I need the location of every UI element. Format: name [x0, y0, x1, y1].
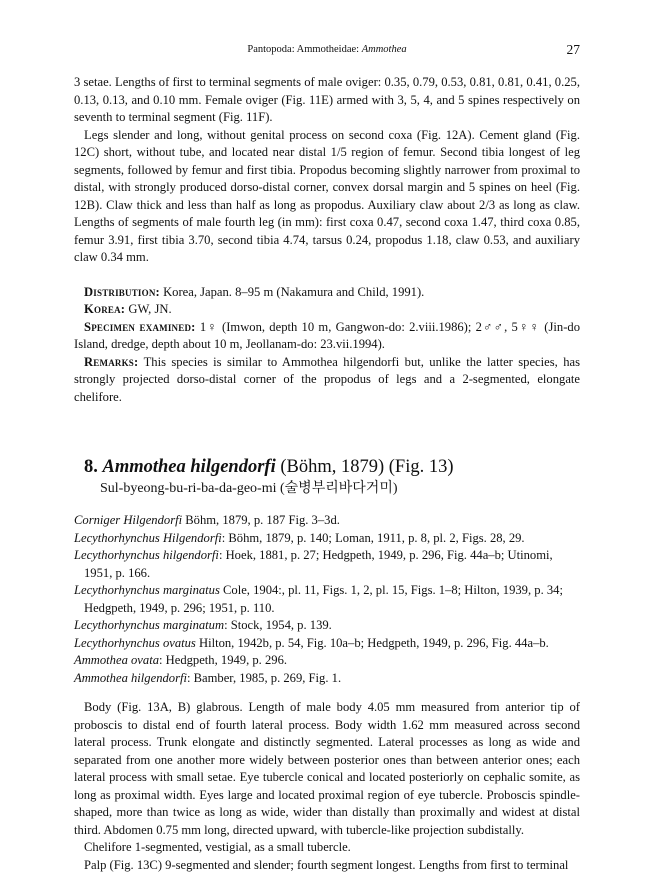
- synonym-taxon: Ammothea hilgendorfi: [74, 671, 187, 685]
- synonym-taxon: Lecythorhynchus marginatus: [74, 583, 220, 597]
- synonym-taxon: Ammothea ovata: [74, 653, 159, 667]
- legs-paragraph: Legs slender and long, without genital process on second coxa (Fig. 12A). Cement gland (Fig. 12C) short, without tube, and located near distal 1/5 region of femur. Second tibia longest of leg segments, followed by femur and first tibia. Propodus becoming slightly narrower from proximal to distal, with strongly produced dorso-distal corner, convex dorsal margin and 5 spines on heel (Fig. 12B). Claw thick and less than half as long as propodus. Auxiliary claw about 2/3 as long as claw. Lengths of segments of male fourth leg (in mm): first coxa 0.47, second coxa 1.47, third coxa 0.85, femur 3.91, first tibia 3.70, second tibia 4.74, tarsus 0.24, propodus 1.18, claw 0.53, and auxiliary claw 0.34 mm.: [74, 127, 580, 267]
- synonym-ref: : Hedgpeth, 1949, p. 296.: [159, 653, 287, 667]
- species-number: 8.: [84, 457, 98, 477]
- synonymy-entry: [74, 652, 580, 670]
- page-header: [74, 44, 580, 60]
- chelifore-paragraph: Chelifore 1-segmented, vestigial, as a small tubercle.: [74, 839, 580, 857]
- distribution-text: Korea, Japan. 8–95 m (Nakamura and Child, 1991).: [160, 285, 424, 299]
- oviger-paragraph: 3 setae. Lengths of first to terminal segments of male oviger: 0.35, 0.79, 0.53, 0.81, 0.81, 0.41, 0.25, 0.13, 0.13, and 0.10 mm. Female oviger (Fig. 11E) armed with 3, 5, 4, and 5 spines respectively on seventh to terminal segment (Fig. 11F).: [74, 74, 580, 127]
- synonym-taxon: Lecythorhynchus hilgendorfi: [74, 548, 219, 562]
- korea-section: [74, 301, 580, 319]
- synonym-ref: Cole, 1904:, pl. 11, Figs. 1, 2, pl. 15, Figs. 1–8; Hilton, 1939, p. 34; Hedgpeth, 1949, p. 296; 1951, p. 110.: [84, 583, 563, 615]
- korea-text: GW, JN.: [125, 302, 171, 316]
- distribution-label: Distribution:: [84, 285, 160, 299]
- synonym-ref: : Hoek, 1881, p. 27; Hedgpeth, 1949, p. 296, Fig. 44a–b; Utinomi, 1951, p. 166.: [84, 548, 553, 580]
- synonym-ref: Böhm, 1879, p. 187 Fig. 3–3d.: [182, 513, 340, 527]
- body-description-paragraph: Body (Fig. 13A, B) glabrous. Length of male body 4.05 mm measured from anterior tip of proboscis to distal end of fourth lateral process. Body width 1.62 mm measured across second lateral process. Trunk elongate and distinctly segmented. Lateral processes as long as wide and separated from one another more widely between posterior ones than between anterior ones; each lateral process with small setae. Eye tubercle conical and located posteriorly on cephalic somite, as long as proximal width. Eyes large and located proximal region of eye tubercle. Proboscis spindle-shaped, more than twice as long as wide, wider than distally than proximally and widest at distal third. Abdomen 0.75 mm long, directed upward, with tubercle-like projection subdistally.: [74, 699, 580, 839]
- synonym-taxon: Lecythorhynchus ovatus: [74, 636, 196, 650]
- specimen-text: 1♀ (Imwon, depth 10 m, Gangwon-do: 2.viii.1986); 2♂♂, 5♀♀ (Jin-do Island, dredge, depth about 10 m, Jeollanam-do: 23.vii.1994).: [74, 320, 580, 352]
- running-head-genus: Ammothea: [362, 44, 407, 55]
- running-head: [74, 44, 580, 55]
- synonym-taxon: Lecythorhynchus Hilgendorfi: [74, 531, 222, 545]
- synonymy-entry: [74, 512, 580, 530]
- synonym-ref: : Böhm, 1879, p. 140; Loman, 1911, p. 8, pl. 2, Figs. 28, 29.: [222, 531, 525, 545]
- remarks-text: This species is similar to Ammothea hilgendorfi but, unlike the latter species, has strongly projected dorso-distal corner of the propodus of legs and a 2-segmented, elongate chelifore.: [74, 355, 580, 404]
- korean-name: Sul-byeong-bu-ri-ba-da-geo-mi (술병부리바다거미): [100, 478, 580, 500]
- specimen-section: [74, 319, 580, 354]
- synonymy-entry: [74, 547, 580, 582]
- species-name: Ammothea hilgendorfi: [103, 457, 276, 477]
- running-head-text: Pantopoda: Ammotheidae:: [247, 44, 361, 55]
- palp-paragraph: Palp (Fig. 13C) 9-segmented and slender; fourth segment longest. Lengths from first to terminal: [74, 857, 580, 874]
- remarks-label: Remarks:: [84, 355, 138, 369]
- specimen-label: Specimen examined:: [84, 320, 196, 334]
- synonymy-entry: [74, 582, 580, 617]
- distribution-section: [74, 284, 580, 302]
- korea-label: Korea:: [84, 302, 125, 316]
- page-number: 27: [567, 42, 581, 58]
- synonym-taxon: Corniger Hilgendorfi: [74, 513, 182, 527]
- body-text: [74, 74, 580, 874]
- synonym-ref: : Bamber, 1985, p. 269, Fig. 1.: [187, 671, 341, 685]
- species-authority: (Böhm, 1879) (Fig. 13): [276, 457, 454, 477]
- synonym-ref: Hilton, 1942b, p. 54, Fig. 10a–b; Hedgpeth, 1949, p. 296, Fig. 44a–b.: [196, 636, 549, 650]
- synonymy-entry: [74, 530, 580, 548]
- synonymy-entry: [74, 670, 580, 688]
- synonymy-list: [74, 512, 580, 687]
- species-heading: [84, 456, 580, 478]
- synonym-ref: : Stock, 1954, p. 139.: [224, 618, 332, 632]
- synonym-taxon: Lecythorhynchus marginatum: [74, 618, 224, 632]
- synonymy-entry: [74, 635, 580, 653]
- synonymy-entry: [74, 617, 580, 635]
- remarks-section: [74, 354, 580, 407]
